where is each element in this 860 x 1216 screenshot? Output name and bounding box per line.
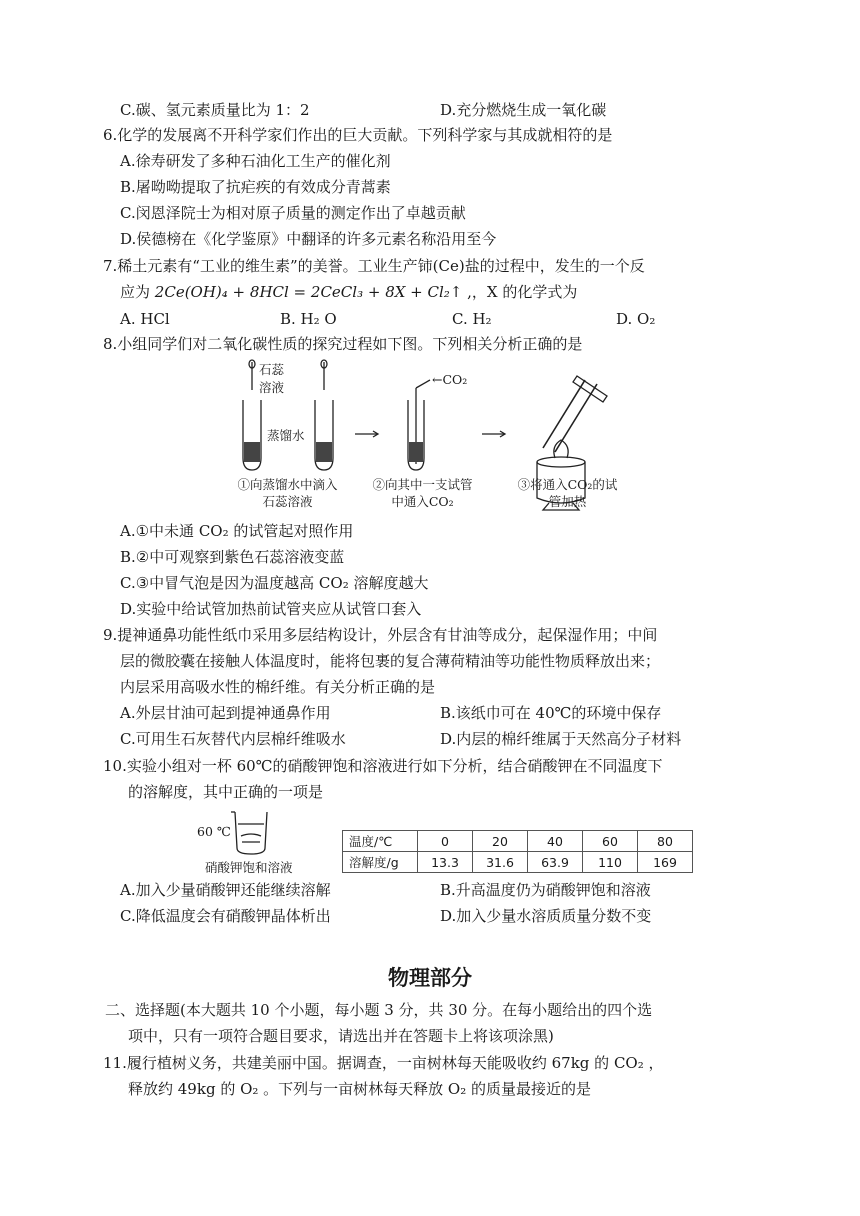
table-cell: 110: [583, 852, 638, 873]
q10-stem-line2: 的溶解度，其中正确的一项是: [128, 783, 324, 801]
q7-stem-post: ,，X 的化学式为: [467, 283, 578, 301]
q8-caption-2-line2: 中通入CO₂: [391, 494, 454, 509]
q10-temp-label: 60 ℃: [197, 824, 231, 839]
q7-option-d: D. O₂: [616, 310, 656, 328]
q7-option-c: C. H₂: [452, 310, 492, 328]
q8-experiment-figure: [225, 358, 645, 516]
q6-option-c: C.闵恩泽院士为相对原子质量的测定作出了卓越贡献: [120, 204, 466, 222]
q10-stem-line1: 10.实验小组对一杯 60℃的硝酸钾饱和溶液进行如下分析，结合硝酸钾在不同温度下: [103, 757, 663, 775]
table-cell: 40: [528, 831, 583, 852]
table-cell: 169: [638, 852, 693, 873]
q6-stem: 6.化学的发展离不开科学家们作出的巨大贡献。下列科学家与其成就相符的是: [103, 126, 613, 144]
q8-option-d: D.实验中给试管加热前试管夹应从试管口套入: [120, 600, 422, 618]
table-cell: 63.9: [528, 852, 583, 873]
q11-stem-line2: 释放约 49kg 的 O₂ 。下列与一亩树林每天释放 O₂ 的质量最接近的是: [128, 1080, 592, 1098]
q7-stem-line1: 7.稀土元素有“工业的维生素”的美誉。工业生产铈(Ce)盐的过程中，发生的一个反: [103, 257, 645, 275]
q8-litmus-label-2: 溶液: [259, 380, 285, 395]
table-cell: 13.3: [418, 852, 473, 873]
q9-stem-line2: 层的微胶囊在接触人体温度时，能将包裹的复合薄荷精油等功能性物质释放出来；: [120, 652, 661, 670]
q10-option-c: C.降低温度会有硝酸钾晶体析出: [120, 907, 331, 925]
table-cell: 20: [473, 831, 528, 852]
q9-stem-line3: 内层采用高吸水性的棉纤维。有关分析正确的是: [120, 678, 436, 696]
q8-caption-2: [360, 476, 485, 510]
q10-option-d: D.加入少量水溶质质量分数不变: [440, 907, 652, 925]
q8-option-c: C.③中冒气泡是因为温度越高 CO₂ 溶解度越大: [120, 574, 429, 592]
q10-beaker-figure: [195, 808, 315, 878]
q8-caption-1-line2: 石蕊溶液: [262, 494, 313, 509]
q7-equation: 2Ce(OH)₄ + 8HCl = 2CeCl₃ + 8X + Cl₂↑: [154, 283, 463, 301]
q8-caption-1-line1: ①向蒸馏水中滴入: [237, 477, 338, 492]
q9-stem-line1: 9.提神通鼻功能性纸巾采用多层结构设计，外层含有甘油等成分，起保湿作用；中间: [103, 626, 658, 644]
q9-option-d: D.内层的棉纤维属于天然高分子材料: [440, 730, 682, 748]
q7-stem-pre: 应为: [120, 283, 151, 301]
q10-option-a: A.加入少量硝酸钾还能继续溶解: [120, 881, 331, 899]
q9-option-a: A.外层甘油可起到提神通鼻作用: [120, 704, 331, 722]
table-row: [343, 831, 693, 852]
physics-section-title: 物理部分: [388, 966, 472, 990]
q10-option-b: B.升高温度仍为硝酸钾饱和溶液: [440, 881, 651, 899]
q8-caption-3-line2: 管加热: [548, 494, 587, 509]
q6-option-b: B.屠呦呦提取了抗疟疾的有效成分青蒿素: [120, 178, 391, 196]
q8-stem: 8.小组同学们对二氧化碳性质的探究过程如下图。下列相关分析正确的是: [103, 335, 583, 353]
q11-stem-line1: 11.履行植树义务，共建美丽中国。据调查，一亩树林每天能吸收约 67kg 的 CO₂ ，: [103, 1054, 664, 1072]
q6-option-d: D.侯德榜在《化学鉴原》中翻译的许多元素名称沿用至今: [120, 230, 497, 248]
q5-option-c: C.碳、氢元素质量比为 1：2: [120, 101, 310, 119]
table-cell: 80: [638, 831, 693, 852]
q8-caption-3-line1: ③将通入CO₂的试: [517, 477, 618, 492]
solubility-table: [342, 830, 693, 873]
q7-option-a: A. HCl: [120, 310, 170, 328]
q10-solution-label: 硝酸钾饱和溶液: [205, 860, 293, 875]
q8-caption-3: [505, 476, 630, 510]
q7-option-b: B. H₂ O: [280, 310, 337, 328]
temp-header: 温度/℃: [343, 831, 418, 852]
q8-caption-2-line1: ②向其中一支试管: [372, 477, 473, 492]
q8-caption-1: [225, 476, 350, 510]
table-cell: 31.6: [473, 852, 528, 873]
q8-option-a: A.①中未通 CO₂ 的试管起对照作用: [120, 522, 354, 540]
q8-water-label: 蒸馏水: [267, 428, 305, 443]
q8-litmus-label-1: 石蕊: [259, 362, 285, 377]
q8-option-b: B.②中可观察到紫色石蕊溶液变蓝: [120, 548, 345, 566]
solubility-header: 溶解度/g: [343, 852, 418, 873]
q7-stem-line2: [120, 282, 577, 302]
q5-option-d: D.充分燃烧生成一氧化碳: [440, 101, 607, 119]
q6-option-a: A.徐寿研发了多种石油化工生产的催化剂: [120, 152, 391, 170]
q9-option-b: B.该纸巾可在 40℃的环境中保存: [440, 704, 662, 722]
physics-intro-line2: 项中，只有一项符合题目要求，请选出并在答题卡上将该项涂黑): [128, 1027, 554, 1045]
table-cell: 0: [418, 831, 473, 852]
physics-intro-line1: 二、选择题(本大题共 10 个小题，每小题 3 分，共 30 分。在每小题给出的四个选: [105, 1001, 653, 1019]
table-cell: 60: [583, 831, 638, 852]
q9-option-c: C.可用生石灰替代内层棉纤维吸水: [120, 730, 346, 748]
q8-co2-label: ←CO₂: [432, 372, 468, 387]
table-row: [343, 852, 693, 873]
